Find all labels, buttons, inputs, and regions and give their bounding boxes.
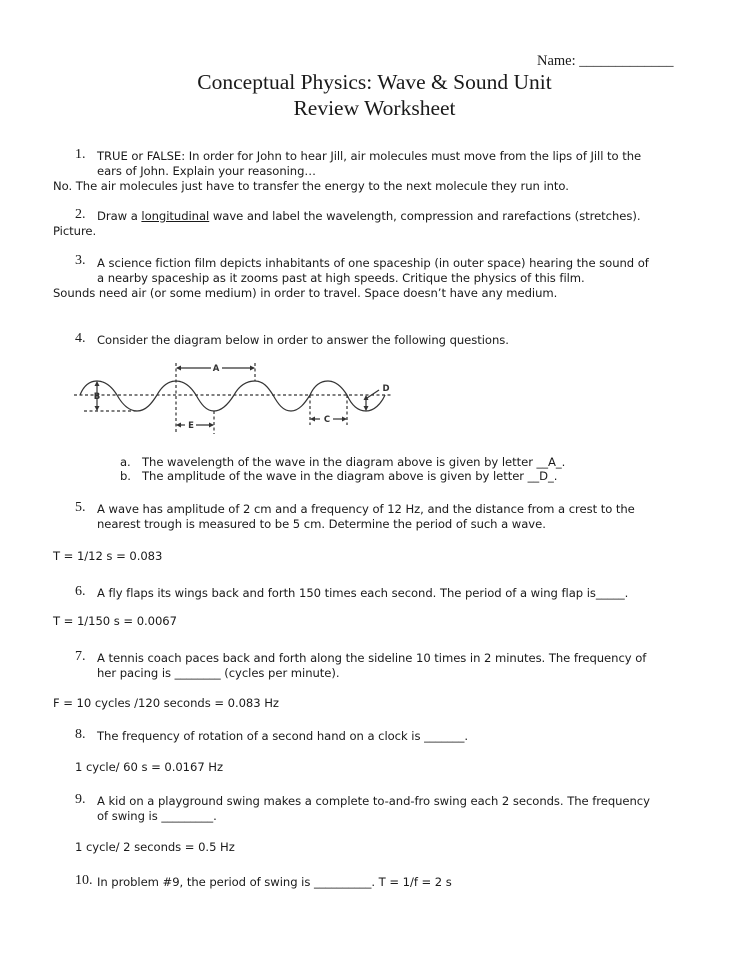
- question-text: her pacing is ________ (cycles per minute).: [97, 666, 340, 680]
- label-a: A: [212, 364, 220, 374]
- answer-text: Picture.: [53, 224, 97, 238]
- question-number: 7.: [75, 649, 86, 664]
- answer-text: Sounds need air (or some medium) in order to travel. Space doesn’t have any medium.: [53, 286, 558, 300]
- label-d: D: [382, 384, 390, 394]
- answer-text: T = 1/12 s = 0.083: [53, 549, 163, 563]
- answer-text: F = 10 cycles /120 seconds = 0.083 Hz: [53, 696, 279, 710]
- question-text: A tennis coach paces back and forth along the sideline 10 times in 2 minutes. The frequency of: [97, 651, 647, 665]
- sub-text: The amplitude of the wave in the diagram above is given by letter __D_.: [142, 469, 558, 483]
- question-text: Consider the diagram below in order to answer the following questions.: [97, 333, 509, 347]
- question-number: 5.: [75, 500, 86, 515]
- page-subtitle: Review Worksheet: [293, 96, 456, 120]
- question-text: nearest trough is measured to be 5 cm. Determine the period of such a wave.: [97, 517, 546, 531]
- answer-text: No. The air molecules just have to transfer the energy to the next molecule they run into.: [53, 179, 569, 193]
- label-e: E: [188, 421, 194, 431]
- question-text: The frequency of rotation of a second hand on a clock is _______.: [97, 729, 468, 743]
- question-text: of swing is _________.: [97, 809, 217, 823]
- sub-letter: a.: [120, 455, 131, 469]
- label-b: B: [93, 392, 101, 402]
- question-number: 2.: [75, 207, 86, 222]
- underlined-term: longitudinal: [141, 209, 210, 223]
- question-text: ears of John. Explain your reasoning…: [97, 164, 316, 178]
- question-text: a nearby spaceship as it zooms past at high speeds. Critique the physics of this film.: [97, 271, 585, 285]
- question-number: 8.: [75, 727, 86, 742]
- answer-text: 1 cycle/ 2 seconds = 0.5 Hz: [75, 840, 235, 854]
- question-text-part: Draw a: [97, 209, 142, 223]
- sub-text: The wavelength of the wave in the diagram above is given by letter __A_.: [142, 455, 566, 469]
- label-c: C: [323, 415, 331, 425]
- question-number: 1.: [75, 147, 86, 162]
- question-number: 10.: [75, 873, 93, 888]
- question-text-part: wave and label the wavelength, compression and rarefactions (stretches).: [209, 209, 641, 223]
- question-text: A science fiction film depicts inhabitants of one spaceship (in outer space) hearing the sound of: [97, 256, 649, 270]
- question-number: 4.: [75, 331, 86, 346]
- sub-question-a: [120, 455, 566, 469]
- question-text: A kid on a playground swing makes a complete to-and-fro swing each 2 seconds. The frequency: [97, 794, 650, 808]
- name-field-label: Name: _____________: [537, 53, 674, 69]
- page-title: Conceptual Physics: Wave & Sound Unit: [197, 70, 552, 94]
- question-text: In problem #9, the period of swing is __________. T = 1/f = 2 s: [97, 875, 452, 889]
- question-number: 3.: [75, 253, 86, 268]
- answer-text: 1 cycle/ 60 s = 0.0167 Hz: [75, 760, 223, 774]
- sub-question-b: [120, 469, 558, 483]
- question-number: 9.: [75, 792, 86, 807]
- question-text: A fly flaps its wings back and forth 150 times each second. The period of a wing flap is_____.: [97, 586, 629, 600]
- question-number: 6.: [75, 584, 86, 599]
- sub-letter: b.: [120, 469, 131, 483]
- answer-text: T = 1/150 s = 0.0067: [53, 614, 177, 628]
- question-text: TRUE or FALSE: In order for John to hear Jill, air molecules must move from the lips of Jill to the: [97, 149, 642, 163]
- question-text: A wave has amplitude of 2 cm and a frequency of 12 Hz, and the distance from a crest to the: [97, 502, 635, 516]
